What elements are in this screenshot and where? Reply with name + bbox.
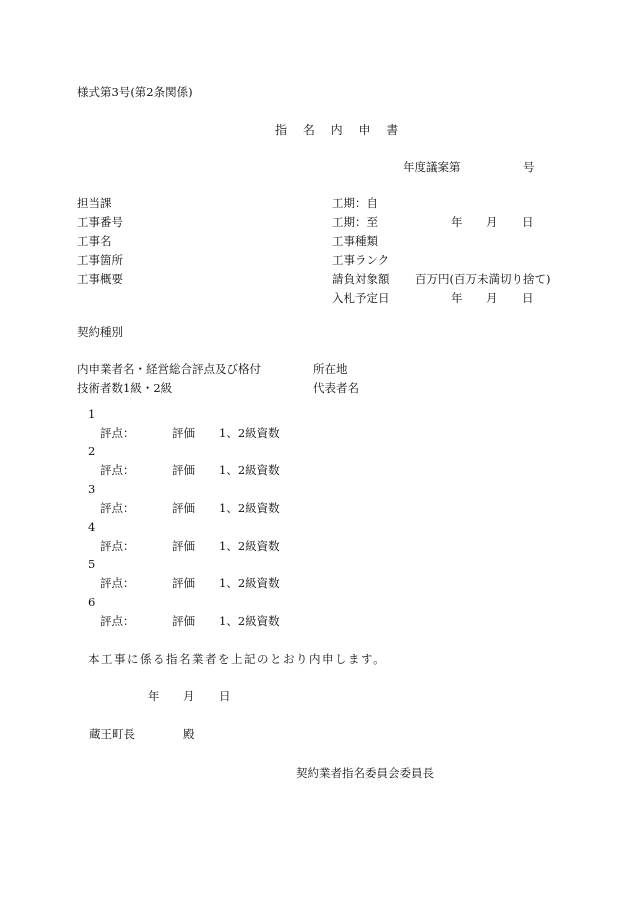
entry-score: 評点：	[100, 614, 135, 628]
entry-rating: 評価	[172, 614, 195, 628]
entry-qualification: 1、2級資数	[219, 426, 280, 440]
field-contract-amount: 請負対象額	[332, 272, 390, 286]
entry-number: 1	[88, 407, 96, 421]
reference-number-suffix: 号	[523, 160, 535, 174]
addressee-name: 蔵王町長	[89, 727, 135, 741]
submission-year: 年	[148, 689, 160, 703]
entry-rating: 評価	[172, 576, 195, 590]
entry-rating: 評価	[172, 463, 195, 477]
signatory-title: 契約業者指名委員会委員長	[296, 766, 434, 780]
period-end-month: 月	[486, 215, 498, 229]
submission-day: 日	[219, 689, 231, 703]
contract-type-label: 契約種別	[77, 325, 123, 339]
period-end-year: 年	[451, 215, 463, 229]
entry-rating: 評価	[172, 426, 195, 440]
header-representative: 代表者名	[313, 381, 359, 395]
entry-score: 評点：	[100, 576, 135, 590]
submission-month: 月	[183, 689, 195, 703]
field-period-end: 工期：至	[332, 215, 378, 229]
header-applicant-score: 内申業者名・経営総合評点及び格付	[77, 362, 261, 376]
contract-amount-unit: 百万円(百万未満切り捨て)	[415, 272, 551, 286]
field-period-start: 工期：自	[332, 196, 378, 210]
field-work-summary: 工事概要	[77, 272, 123, 286]
entry-score: 評点：	[100, 501, 135, 515]
field-work-location: 工事箇所	[77, 253, 123, 267]
entry-rating: 評価	[172, 539, 195, 553]
entry-qualification: 1、2級資数	[219, 539, 280, 553]
form-number: 様式第3号(第2条関係)	[77, 85, 193, 99]
bid-date-year: 年	[451, 291, 463, 305]
entry-rating: 評価	[172, 501, 195, 515]
document-title: 指 名 内 申 書	[275, 123, 405, 137]
entry-score: 評点：	[100, 463, 135, 477]
entry-score: 評点：	[100, 426, 135, 440]
entry-qualification: 1、2級資数	[219, 576, 280, 590]
statement: 本工事に係る指名業者を上記のとおり内申します。	[88, 652, 387, 666]
entry-number: 4	[88, 520, 96, 534]
header-engineers: 技術者数1級・2級	[77, 381, 173, 395]
entry-number: 5	[88, 557, 96, 571]
field-work-rank: 工事ランク	[332, 253, 390, 267]
addressee-honorific: 殿	[183, 727, 195, 741]
entry-qualification: 1、2級資数	[219, 501, 280, 515]
reference-year-label: 年度議案第	[403, 160, 461, 174]
field-work-name: 工事名	[77, 234, 112, 248]
entry-score: 評点：	[100, 539, 135, 553]
field-department: 担当課	[77, 196, 112, 210]
entry-number: 3	[88, 482, 96, 496]
field-bid-date: 入札予定日	[332, 291, 390, 305]
entry-qualification: 1、2級資数	[219, 614, 280, 628]
bid-date-month: 月	[486, 291, 498, 305]
header-address: 所在地	[313, 362, 348, 376]
field-work-type: 工事種類	[332, 234, 378, 248]
field-work-number: 工事番号	[77, 215, 123, 229]
entry-number: 6	[88, 595, 96, 609]
entry-qualification: 1、2級資数	[219, 463, 280, 477]
period-end-day: 日	[522, 215, 534, 229]
entry-number: 2	[88, 444, 96, 458]
bid-date-day: 日	[522, 291, 534, 305]
